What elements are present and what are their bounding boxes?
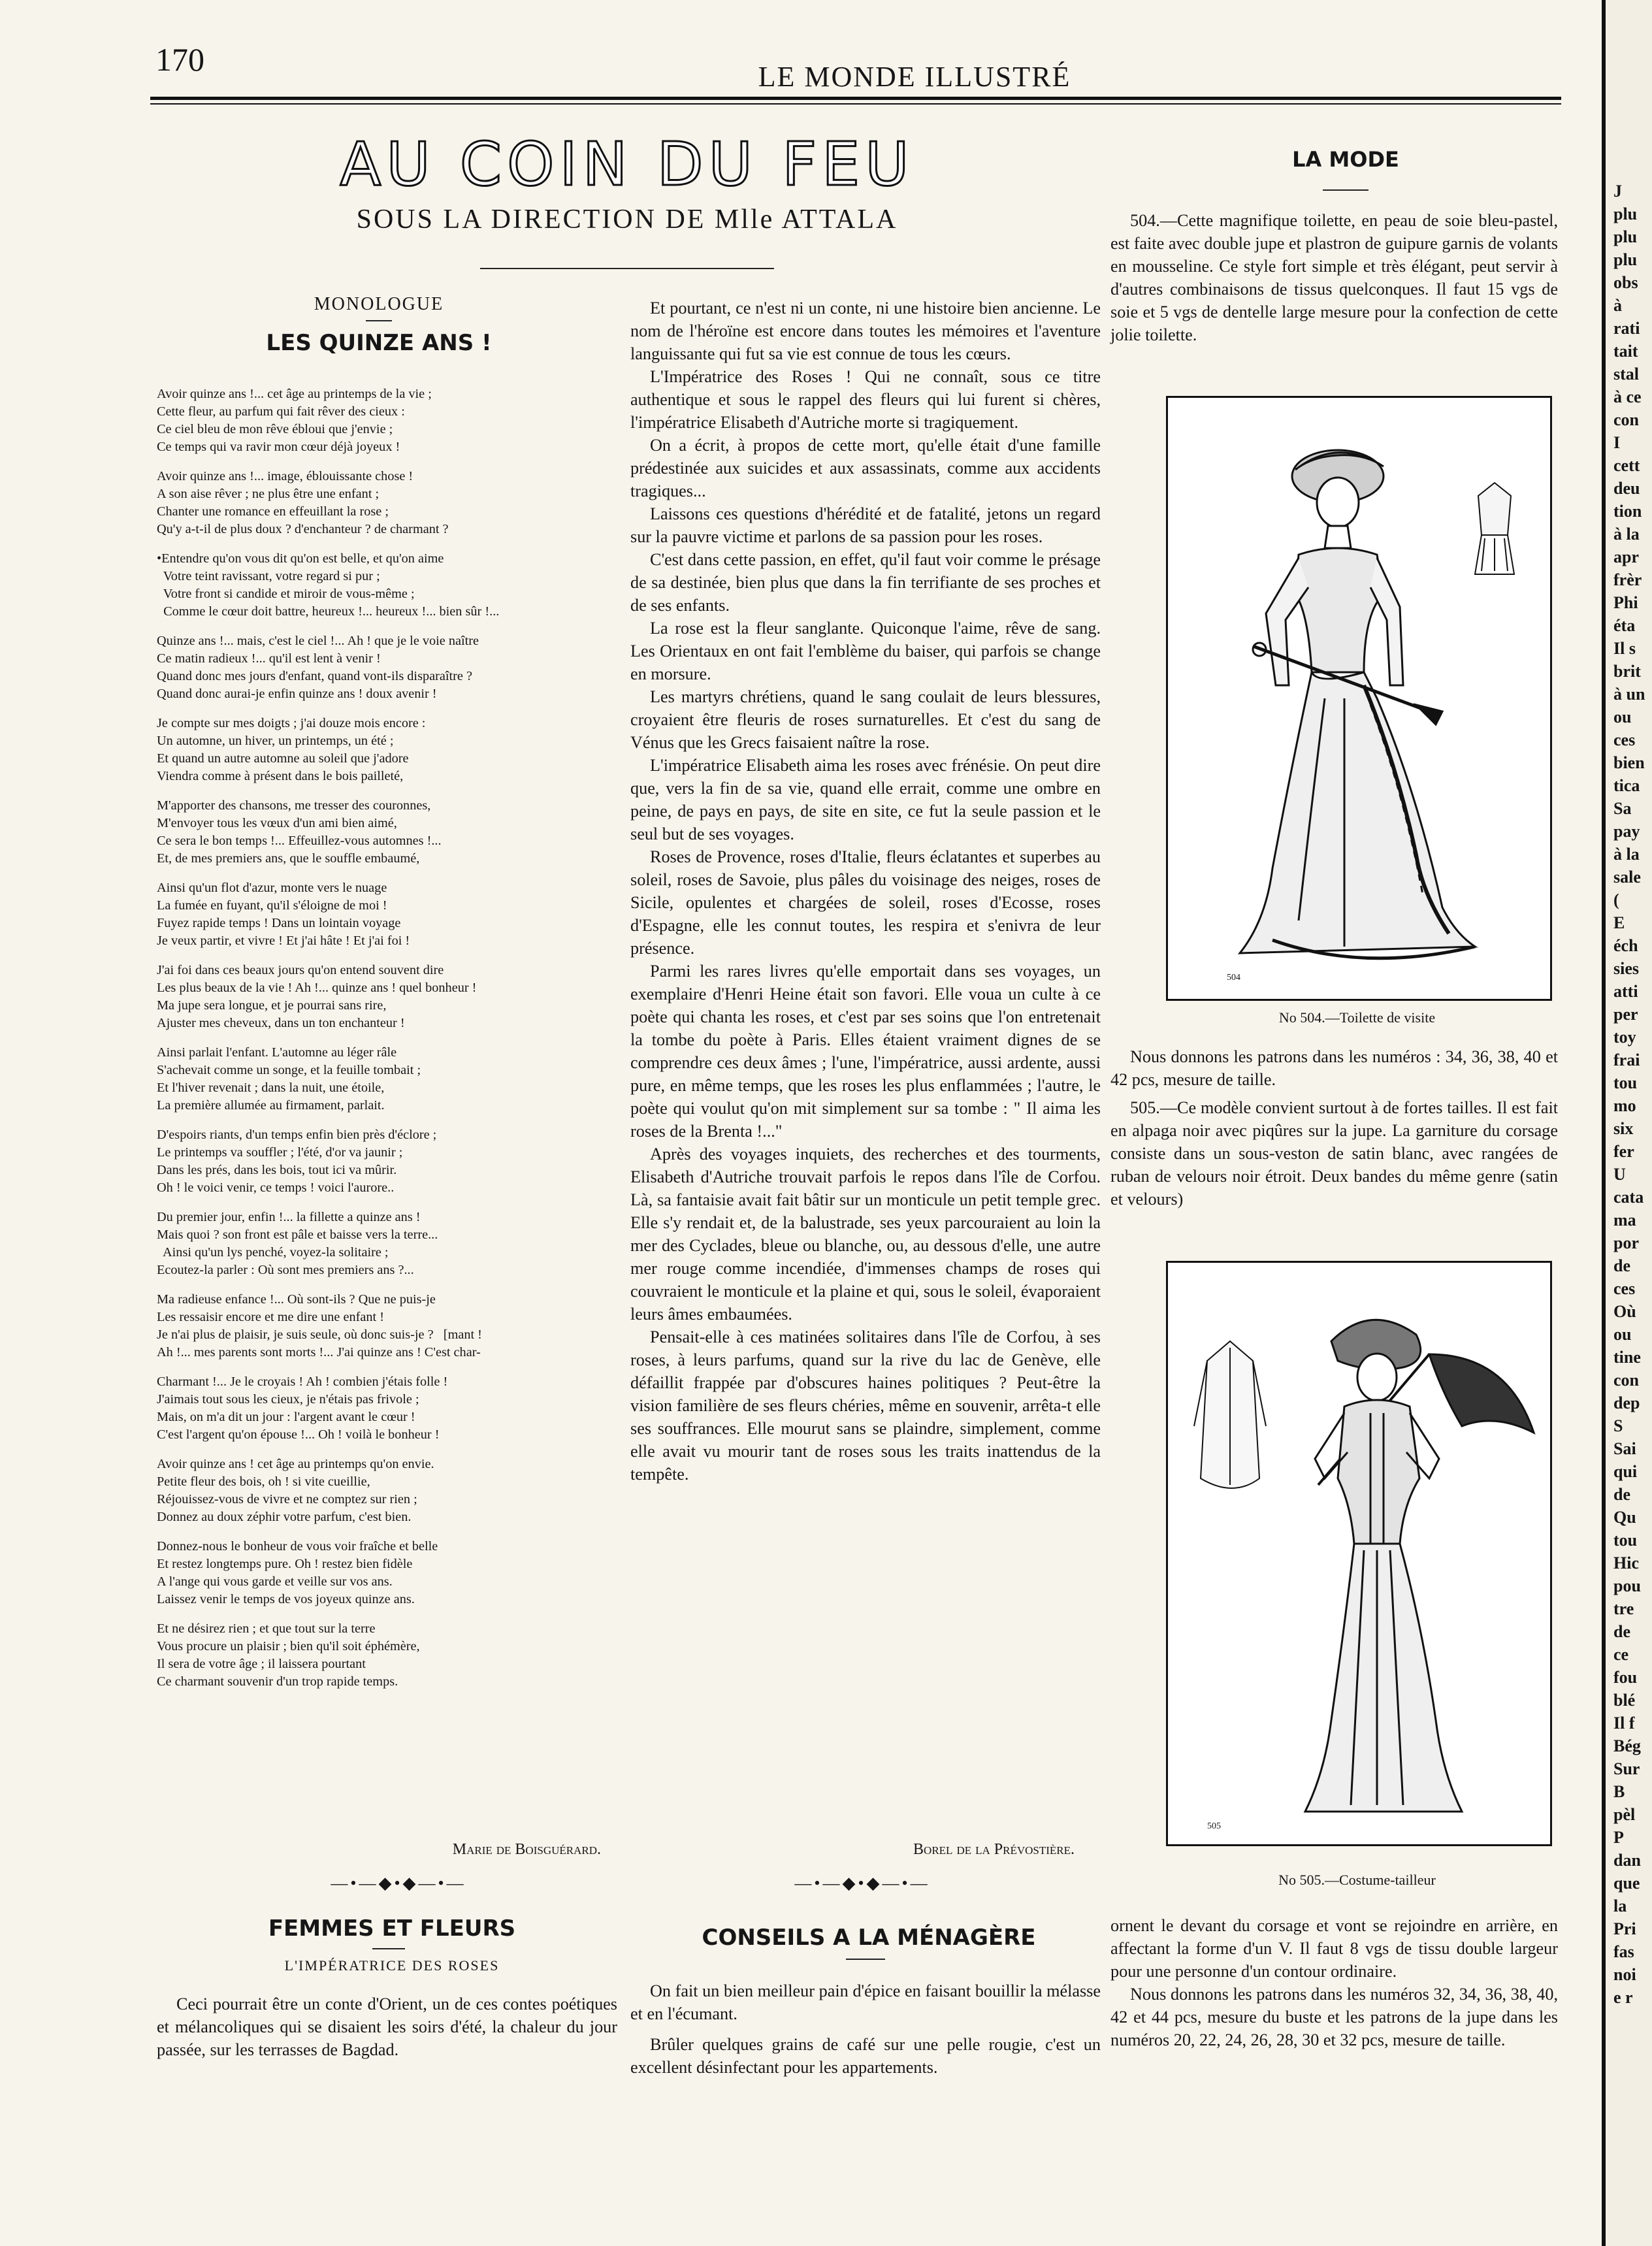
- poem-stanza: [157, 1620, 614, 1691]
- header-rule-thin: [150, 103, 1561, 105]
- poem-line: Je n'ai plus de plaisir, je suis seule, où donc suis-je ? [mant !: [157, 1327, 482, 1342]
- section-title: AU COIN DU FEU: [340, 129, 915, 199]
- story-paragraph: Les martyrs chrétiens, quand le sang coulait de leurs blessures, croyaient être fleuris de roses surnaturelles. Et c'est du sang de Vénus que les Grecs faisaient naître la rose.: [630, 687, 1101, 752]
- margin-fragment: I: [1613, 433, 1621, 452]
- poem-title: LES QUINZE ANS !: [266, 330, 492, 356]
- poem-line: Et quand un autre automne au soleil que j'adore: [157, 751, 409, 766]
- margin-fragment: Hic: [1613, 1554, 1639, 1572]
- story-paragraph: Et pourtant, ce n'est ni un conte, ni une histoire bien ancienne. Le nom de l'héroïne est encore dans toutes les mémoires et l'aventure languissante qui fut sa vie est connue de tous les cœurs.: [630, 299, 1101, 363]
- margin-fragment: tine: [1613, 1348, 1641, 1367]
- page-number: 170: [155, 41, 204, 78]
- mode-para-504b: [1110, 1045, 1558, 1211]
- poem-line: Ce matin radieux !... qu'il est lent à venir !: [157, 651, 381, 666]
- margin-fragment: Pri: [1613, 1919, 1636, 1938]
- margin-fragment: éch: [1613, 936, 1638, 955]
- poem-line: Qu'y a-t-il de plus doux ? d'enchanteur ? de charmant ?: [157, 522, 449, 536]
- poem-line: Donnez-nous le bonheur de vous voir fraîche et belle: [157, 1539, 438, 1554]
- margin-fragment: pou: [1613, 1576, 1641, 1595]
- poem-line: Avoir quinze ans !... image, éblouissante chose !: [157, 469, 413, 483]
- margin-fragment: dep: [1613, 1393, 1640, 1412]
- mode-text-505: 505.—Ce modèle convient surtout à de fortes tailles. Il est fait en alpaga noir avec piqûres sur la jupe. La garniture du corsage consiste dans un sous-veston de satin blanc, avec rangées de ruban de velours noir étroit. Deux bandes du même genre (satin et velours): [1110, 1098, 1558, 1209]
- margin-fragment: tre: [1613, 1599, 1634, 1618]
- margin-fragment: e r: [1613, 1988, 1633, 2007]
- margin-fragment: sale: [1613, 868, 1641, 887]
- caption-504: No 504.—Toilette de visite: [1278, 1009, 1436, 1026]
- mode-text-504: 504.—Cette magnifique toilette, en peau de soie bleu-pastel, est faite avec double jupe et plastron de guipure garnis de volants en mousseline. Ce style fort simple et très élégant, peut servir à d'autres combinaisons de tissus quelconques. Il faut 15 vgs de soie et 5 vgs de dentelle large mesure pour la confection de cette jolie toilette.: [1110, 211, 1558, 344]
- mode-para-505b: [1110, 1914, 1558, 2051]
- story-paragraph: C'est dans cette passion, en effet, qu'il faut voir comme le présage de sa destinée, bien plus que dans la fin terrifiante de ses proches et de ses enfants.: [630, 550, 1101, 615]
- poem-line: La fumée en fuyant, qu'il s'éloigne de moi !: [157, 898, 387, 913]
- margin-fragment: tou: [1613, 1531, 1638, 1550]
- poem-line: Réjouissez-vous de vivre et ne comptez sur rien ;: [157, 1492, 417, 1506]
- margin-fragment: (: [1613, 890, 1619, 909]
- margin-fragment: mo: [1613, 1096, 1636, 1115]
- conseils-para-2: Brûler quelques grains de café sur une pelle rougie, c'est un excellent désinfectant pour les appartements.: [630, 2035, 1101, 2077]
- conseils-title: CONSEILS A LA MÉNAGÈRE: [702, 1925, 1036, 1951]
- poem-line: D'espoirs riants, d'un temps enfin bien près d'éclore ;: [157, 1128, 437, 1142]
- margin-fragment: frai: [1613, 1050, 1640, 1069]
- poem-line: Ah !... mes parents sont morts !... J'ai quinze ans ! C'est char-: [157, 1345, 481, 1359]
- margin-fragment: U: [1613, 1165, 1626, 1184]
- margin-fragment: stal: [1613, 365, 1639, 383]
- margin-fragment: dan: [1613, 1851, 1641, 1870]
- poem-stanza: [157, 385, 614, 456]
- poem-line: Ce ciel bleu de mon rêve ébloui que j'envie ;: [157, 422, 393, 436]
- story-paragraph: Laissons ces questions d'hérédité et de fatalité, jetons un regard sur la pauvre victime et parlons de sa passion pour les roses.: [630, 504, 1101, 546]
- story-paragraph: Parmi les rares livres qu'elle emportait dans ses voyages, un exemplaire d'Henri Heine était son favori. Elle voua un culte à ce poète qui chanta les roses, et c'est par ses soins que l'on entretenait la tombe du poète à Paris. Elles étaient vraiment dignes de se comprendre ces deux âmes ; l'une, l'impératrice, aussi ardente, aussi pure, en même temps, que les roses les plus enflammées ; l'autre, le poète qui voulut qu'on mit simplement sur sa tombe : " Il aima les roses de la Brenta !...": [630, 962, 1101, 1141]
- margin-fragment: que: [1613, 1874, 1640, 1893]
- margin-fragment: pèl: [1613, 1805, 1636, 1824]
- poem-line: Du premier jour, enfin !... la fillette a quinze ans !: [157, 1210, 421, 1224]
- poem-line: Petite fleur des bois, oh ! si vite cueillie,: [157, 1474, 370, 1489]
- femmes-rule: [372, 1948, 405, 1949]
- poem-line: Le printemps va souffler ; l'été, d'or va jaunir ;: [157, 1145, 403, 1160]
- poem-line: Mais quoi ? son front est pâle et baisse vers la terre...: [157, 1228, 438, 1242]
- poem-line: S'achevait comme un songe, et la feuille tombait ;: [157, 1063, 421, 1077]
- margin-fragment: éta: [1613, 616, 1636, 635]
- margin-fragment: ce: [1613, 1645, 1629, 1664]
- poem-line: A son aise rêver ; ne plus être une enfant ;: [157, 487, 380, 501]
- fashion-plate-504: [1166, 396, 1552, 1001]
- margin-fragment: fou: [1613, 1668, 1638, 1687]
- margin-fragment: brit: [1613, 662, 1641, 681]
- poem-line: Quinze ans !... mais, c'est le ciel !... Ah ! que je le voie naître: [157, 634, 479, 648]
- margin-fragment: B: [1613, 1782, 1625, 1801]
- poem-line: Et, de mes premiers ans, que le souffle embaumé,: [157, 851, 420, 866]
- poem-stanza: [157, 468, 614, 538]
- fashion-plate-505: [1166, 1261, 1552, 1846]
- margin-fragment: ou: [1613, 1325, 1632, 1344]
- poem-line: Cette fleur, au parfum qui fait rêver des cieux :: [157, 404, 405, 419]
- dress-504-icon: [1168, 398, 1550, 999]
- margin-fragment: qui: [1613, 1462, 1638, 1481]
- margin-fragment: six: [1613, 1119, 1634, 1138]
- margin-fragment: bien: [1613, 753, 1645, 772]
- margin-fragment: plu: [1613, 204, 1638, 223]
- margin-fragment: con: [1613, 1371, 1639, 1390]
- poem-line: Oh ! le voici venir, ce temps ! voici l'aurore..: [157, 1180, 395, 1195]
- poem-line: Chanter une romance en effeuillant la rose ;: [157, 504, 389, 519]
- conseils-para-1: On fait un bien meilleur pain d'épice en faisant bouillir la mélasse et en l'écumant.: [630, 1981, 1101, 2023]
- header-rule: [150, 97, 1561, 100]
- poem-line: Ajuster mes cheveux, dans un ton enchanteur !: [157, 1016, 405, 1030]
- margin-fragment: per: [1613, 1005, 1638, 1024]
- margin-fragment: Bég: [1613, 1736, 1641, 1755]
- margin-fragment: con: [1613, 410, 1639, 429]
- margin-fragment: de: [1613, 1485, 1630, 1504]
- story-paragraph: Roses de Provence, roses d'Italie, fleurs éclatantes et superbes au soleil, roses de Savoie, plus pâles du voisinage des neiges, roses de Sicile, opulentes et chargées de soleil, roses d'Ecosse, roses d'Espagne, elle les connut toutes, les respira et s'enivra de leur présence.: [630, 847, 1101, 958]
- margin-fragment: à la: [1613, 525, 1640, 544]
- dress-505-icon: [1168, 1263, 1550, 1844]
- poem-line: Ainsi qu'un flot d'azur, monte vers le nuage: [157, 881, 387, 895]
- margin-fragment: J: [1613, 182, 1622, 201]
- poem-line: Il sera de votre âge ; il laissera pourtant: [157, 1657, 366, 1671]
- poem-line: Quand donc aurai-je enfin quinze ans ! doux avenir !: [157, 687, 437, 701]
- margin-fragment: plu: [1613, 250, 1638, 269]
- femmes-subtitle: L'IMPÉRATRICE DES ROSES: [284, 1957, 500, 1974]
- margin-fragment: cett: [1613, 456, 1640, 475]
- margin-fragment: atti: [1613, 982, 1638, 1001]
- margin-fragment: Il s: [1613, 639, 1636, 658]
- poem-line: Les ressaisir encore et me dire une enfant !: [157, 1310, 384, 1324]
- poem-line: Fuyez rapide temps ! Dans un lointain voyage: [157, 916, 401, 930]
- poem-line: Laissez venir le temps de vos joyeux quinze ans.: [157, 1592, 415, 1606]
- ornament-middle: —•—◆•◆—•—: [794, 1874, 930, 1893]
- poem-line: Avoir quinze ans ! cet âge au printemps qu'on envie.: [157, 1457, 434, 1471]
- margin-fragment: toy: [1613, 1028, 1636, 1047]
- margin-fragment: P: [1613, 1828, 1624, 1847]
- margin-fragment: cata: [1613, 1188, 1644, 1207]
- poem-line: M'apporter des chansons, me tresser des couronnes,: [157, 798, 431, 813]
- plate-505-label: 505: [1207, 1821, 1221, 1831]
- poem-stanza: [157, 879, 614, 950]
- margin-fragment: la: [1613, 1896, 1627, 1915]
- poem-kind: MONOLOGUE: [314, 294, 444, 314]
- poem-line: J'aimais tout sous les cieux, je n'étais pas frivole ;: [157, 1392, 419, 1407]
- poem-line: La première allumée au firmament, parlait.: [157, 1098, 385, 1113]
- poem-line: J'ai foi dans ces beaux jours qu'on entend souvent dire: [157, 963, 444, 977]
- mode-title: LA MODE: [1292, 147, 1399, 172]
- mode-text-504b: Nous donnons les patrons dans les numéros : 34, 36, 38, 40 et 42 pcs, mesure de taille.: [1110, 1047, 1558, 1089]
- plate-504-label: 504: [1227, 973, 1240, 983]
- poem-line: Avoir quinze ans !... cet âge au printemps de la vie ;: [157, 387, 432, 401]
- margin-fragment: ces: [1613, 1279, 1636, 1298]
- caption-505: No 505.—Costume-tailleur: [1278, 1872, 1436, 1888]
- story-paragraph: L'Impératrice des Roses ! Qui ne connaît, sous ce titre authentique et sous le rappel des fleurs qui lui furent si chères, l'impératrice Elisabeth d'Autriche morte si tragiquement.: [630, 367, 1101, 432]
- poem-line: M'envoyer tous les vœux d'un ami bien aimé,: [157, 816, 397, 830]
- poem-stanza: [157, 962, 614, 1032]
- margin-fragment: de: [1613, 1622, 1630, 1641]
- poem-kind-rule: [366, 320, 392, 321]
- ornament-left: —•—◆•◆—•—: [331, 1874, 466, 1893]
- poem: [157, 385, 614, 1702]
- story-paragraph: L'impératrice Elisabeth aima les roses avec frénésie. On peut dire que, vers la fin de sa vie, quand elle errait, comme une ombre en peine, de pays en pays, de site en site, ce fut la seule passion et le seul but de ses voyages.: [630, 756, 1101, 843]
- poem-line: Votre front si candide et miroir de vous-même ;: [157, 587, 415, 601]
- margin-fragment: ces: [1613, 730, 1636, 749]
- margin-fragment: tica: [1613, 776, 1640, 795]
- section-subtitle: SOUS LA DIRECTION DE Mlle ATTALA: [356, 204, 898, 235]
- margin-fragment: fer: [1613, 1142, 1634, 1161]
- poem-stanza: [157, 1044, 614, 1115]
- margin-fragment: à ce: [1613, 387, 1642, 406]
- margin-fragment: fas: [1613, 1942, 1634, 1961]
- poem-line: Dans les prés, dans les bois, tout ici va mûrir.: [157, 1163, 397, 1177]
- poem-line: Ce sera le bon temps !... Effeuillez-vous automnes !...: [157, 834, 442, 848]
- poem-line: A l'ange qui vous garde et veille sur vos ans.: [157, 1574, 393, 1589]
- femmes-paragraph: [157, 1993, 617, 2061]
- story-paragraph: On a écrit, à propos de cette mort, qu'elle était d'une famille prédestinée aux suicides et aux assassinats, comme aux accidents tragiques...: [630, 436, 1101, 500]
- poem-line: Ma jupe sera longue, et je pourrai sans rire,: [157, 998, 387, 1013]
- poem-line: Je veux partir, et vivre ! Et j'ai hâte ! Et j'ai foi !: [157, 934, 410, 948]
- poem-line: Ainsi qu'un lys penché, voyez-la solitaire ;: [157, 1245, 389, 1260]
- poem-stanza: [157, 1291, 614, 1361]
- margin-fragment: E: [1613, 913, 1625, 932]
- poem-line: Ce temps qui va ravir mon cœur déjà joyeux !: [157, 440, 400, 454]
- conseils-text: [630, 1979, 1101, 2079]
- mode-rule: [1323, 189, 1369, 191]
- poem-stanza: [157, 715, 614, 785]
- poem-line: Quand donc mes jours d'enfant, quand vont-ils disparaître ?: [157, 669, 472, 683]
- femmes-title: FEMMES ET FLEURS: [268, 1915, 516, 1942]
- poem-line: Viendra comme à présent dans le bois pailleté,: [157, 769, 404, 783]
- poem-line: Charmant !... Je le croyais ! Ah ! combien j'étais folle !: [157, 1375, 448, 1389]
- margin-fragment: pay: [1613, 822, 1640, 841]
- poem-stanza: [157, 550, 614, 621]
- margin-fragment: Sur: [1613, 1759, 1640, 1778]
- poem-line: Votre teint ravissant, votre regard si pur ;: [157, 569, 380, 583]
- margin-fragment: por: [1613, 1233, 1639, 1252]
- poem-stanza: [157, 1126, 614, 1197]
- masthead: LE MONDE ILLUSTRÉ: [758, 61, 1071, 93]
- story-paragraph: La rose est la fleur sanglante. Quiconque l'aime, rêve de sang. Les Orientaux en ont fait l'emblème du baiser, qui parfois se change en morsure.: [630, 619, 1101, 683]
- poem-line: •Entendre qu'on vous dit qu'on est belle, et qu'on aime: [157, 551, 444, 566]
- margin-fragment: Phi: [1613, 593, 1638, 612]
- margin-fragment: tou: [1613, 1073, 1638, 1092]
- poem-author: Marie de Boisguérard.: [452, 1841, 601, 1858]
- poem-line: Comme le cœur doit battre, heureux !... heureux !... bien sûr !...: [157, 604, 500, 619]
- story-author: Borel de la Prévostière.: [913, 1841, 1075, 1858]
- poem-stanza: [157, 1456, 614, 1526]
- margin-fragment: à: [1613, 296, 1622, 315]
- poem-line: Ecoutez-la parler : Où sont mes premiers ans ?...: [157, 1263, 414, 1277]
- poem-line: Ainsi parlait l'enfant. L'automne au léger râle: [157, 1045, 397, 1060]
- section-rule: [480, 268, 774, 269]
- poem-stanza: [157, 1209, 614, 1279]
- mode-para-504: [1110, 209, 1558, 346]
- margin-fragment: tion: [1613, 502, 1642, 521]
- femmes-text: Ceci pourrait être un conte d'Orient, un de ces contes poétiques et mélancoliques qui se disaient les soirs d'été, la chaleur du jour passée, sur les terrasses de Bagdad.: [157, 1994, 617, 2059]
- margin-fragment: Sai: [1613, 1439, 1636, 1458]
- gutter-line: [1602, 0, 1606, 2246]
- poem-stanza: [157, 797, 614, 868]
- margin-fragment: Qu: [1613, 1508, 1636, 1527]
- margin-fragment: deu: [1613, 479, 1640, 498]
- story-paragraph: Après des voyages inquiets, des recherches et des tourments, Elisabeth d'Autriche trouvait parfois le repos dans l'île de Corfou. Là, sa fantaisie avait fait bâtir sur un monticule un petit temple grec. Elle s'y rendait et, de la balustrade, ses yeux parcouraient au loin la mer des Cyclades, bleue ou blanche, ou, au dessous d'elle, une autre mer rouge comme incendiée, d'immenses champs de roses qui couvraient le monticule et la plaine et qui, sous le soleil, évaporaient leurs âmes embaumées.: [630, 1145, 1101, 1324]
- poem-line: Mais, on m'a dit un jour : l'argent avant le cœur !: [157, 1410, 415, 1424]
- poem-line: Ce charmant souvenir d'un trop rapide temps.: [157, 1674, 398, 1689]
- margin-fragment: à un: [1613, 685, 1645, 704]
- margin-fragment: Il f: [1613, 1714, 1635, 1733]
- margin-fragment: à la: [1613, 845, 1640, 864]
- margin-fragment: blé: [1613, 1691, 1636, 1710]
- poem-line: Ma radieuse enfance !... Où sont-ils ? Que ne puis-je: [157, 1292, 436, 1307]
- poem-line: Et ne désirez rien ; et que tout sur la terre: [157, 1621, 376, 1636]
- story-text: [630, 297, 1101, 1486]
- margin-fragment: noi: [1613, 1965, 1636, 1984]
- mode-text-505b: ornent le devant du corsage et vont se rejoindre en arrière, en affectant la forme d'un V. Il faut 8 vgs de tissu double largeur pour une personne d'un contour ordinaire.: [1110, 1916, 1558, 1981]
- mode-text-505c: Nous donnons les patrons dans les numéros 32, 34, 36, 38, 40, 42 et 44 pcs, mesure du buste et les patrons de la jupe dans les numéros 20, 22, 24, 26, 28, 30 et 32 pcs, mesure de taille.: [1110, 1985, 1558, 2049]
- poem-line: Donnez au doux zéphir votre parfum, c'est bien.: [157, 1510, 412, 1524]
- conseils-rule: [846, 1959, 885, 1960]
- poem-line: Les plus beaux de la vie ! Ah !... quinze ans ! quel bonheur !: [157, 981, 477, 995]
- margin-fragment: sies: [1613, 959, 1639, 978]
- margin-fragment: S: [1613, 1416, 1623, 1435]
- poem-stanza: [157, 1538, 614, 1608]
- next-page-fragments: [1613, 180, 1652, 2009]
- poem-line: Un automne, un hiver, un printemps, un été ;: [157, 734, 394, 748]
- poem-stanza: [157, 1373, 614, 1444]
- poem-line: Et l'hiver revenait ; dans la nuit, une étoile,: [157, 1081, 385, 1095]
- margin-fragment: plu: [1613, 227, 1638, 246]
- margin-fragment: obs: [1613, 273, 1638, 292]
- margin-fragment: rati: [1613, 319, 1640, 338]
- margin-fragment: tait: [1613, 342, 1638, 361]
- poem-line: Vous procure un plaisir ; bien qu'il soit éphémère,: [157, 1639, 420, 1653]
- poem-line: Et restez longtemps pure. Oh ! restez bien fidèle: [157, 1557, 413, 1571]
- poem-line: Je compte sur mes doigts ; j'ai douze mois encore :: [157, 716, 426, 730]
- margin-fragment: de: [1613, 1256, 1630, 1275]
- margin-fragment: frèr: [1613, 570, 1642, 589]
- poem-line: C'est l'argent qu'on épouse !... Oh ! voilà le bonheur !: [157, 1427, 440, 1442]
- margin-fragment: Où: [1613, 1302, 1636, 1321]
- margin-fragment: ma: [1613, 1211, 1636, 1229]
- story-paragraph: Pensait-elle à ces matinées solitaires dans l'île de Corfou, à ses roses, à leurs parfums, quand sur la rive du lac de Genève, elle défaillit frappée par d'obscures haines politiques ? Peut-être la vision familière de ses fleurs chéries, même en souvenir, arrêta-t elle ses souffrances. Elle mourut sans se plaindre, simplement, comme elle avait vu mourir tant de roses sous les traits inattendus de la tempête.: [630, 1327, 1101, 1484]
- margin-fragment: Sa: [1613, 799, 1632, 818]
- margin-fragment: apr: [1613, 547, 1639, 566]
- margin-fragment: ou: [1613, 708, 1632, 726]
- poem-stanza: [157, 632, 614, 703]
